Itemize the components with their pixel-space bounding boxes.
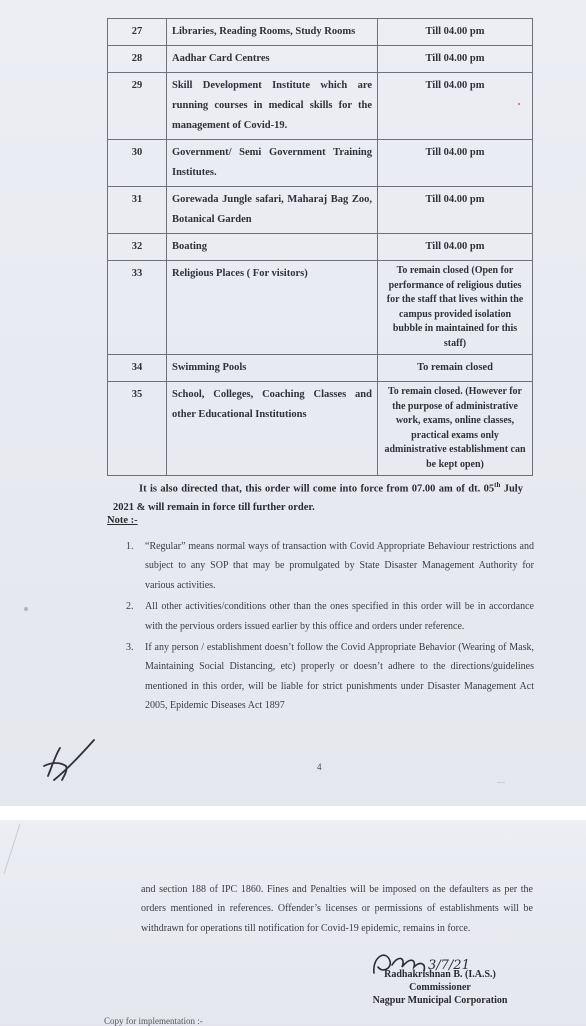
- row-number: 29: [108, 73, 167, 140]
- row-number: 27: [108, 19, 167, 46]
- table-row: [108, 382, 533, 476]
- row-timing: To remain closed. (However for the purpose of administrative work, exams, online classes, practical exams only administrative establishment can be kept open): [378, 382, 533, 476]
- page-number: 4: [317, 762, 322, 772]
- continuation-paragraph: and section 188 of IPC 1860. Fines and Penalties will be imposed on the defaulters as per the orders mentioned in references. Offender’s licenses or permissions of establishments will be withdrawn for operations till notification for Covid-19 epidemic, remains in force.: [141, 884, 533, 934]
- table-row: [108, 140, 533, 187]
- notes-list: [126, 537, 534, 716]
- note-item: 3. If any person / establishment doesn’t follow the Covid Appropriate Behavior (Wearing of Mask, Maintaining Social Distancing, etc) properly or doesn’t adhere to the directions/guidelines mentioned in this order, will be liable for strict punishments under Disaster Management Act 2005, Epidemic Diseases Act 1897: [126, 642, 534, 712]
- order-effective-paragraph: It is also directed that, this order will come into force from 07.00 am of dt. 05th July 2021 & will remain in force till further order.: [113, 481, 523, 513]
- row-number: 33: [108, 261, 167, 355]
- row-timing: Till 04.00 pm: [378, 140, 533, 187]
- row-number: 28: [108, 46, 167, 73]
- note-item: 1. “Regular” means normal ways of transaction with Covid Appropriate Behaviour restrictions and subject to any SOP that may be promulgated by State Disaster Management Authority for various activities.: [126, 541, 534, 591]
- table-row: [108, 355, 533, 382]
- date-superscript: th: [494, 481, 501, 489]
- document-page-5: [0, 820, 586, 1024]
- row-timing: Till 04.00 pm: [378, 19, 533, 46]
- row-activity: Swimming Pools: [167, 355, 378, 382]
- row-activity: Libraries, Reading Rooms, Study Rooms: [167, 19, 378, 46]
- row-timing: Till 04.00 pm: [378, 73, 533, 140]
- cut-off-line: Copy for implementation :-: [104, 1016, 203, 1026]
- row-number: 34: [108, 355, 167, 382]
- row-timing: Till 04.00 pm: [378, 234, 533, 261]
- activity-timing-table: [107, 18, 533, 476]
- row-timing: Till 04.00 pm: [378, 187, 533, 234]
- row-timing: Till 04.00 pm: [378, 46, 533, 73]
- table-row: [108, 19, 533, 46]
- row-activity: School, Colleges, Coaching Classes and other Educational Institutions: [167, 382, 378, 476]
- row-activity: Government/ Semi Government Training Institutes.: [167, 140, 378, 187]
- signatory-organization: Nagpur Municipal Corporation: [372, 995, 508, 1006]
- signatory-title: Commissioner: [409, 982, 471, 993]
- row-activity: Skill Development Institute which are running courses in medical skills for the management of Covid-19.: [167, 73, 378, 140]
- signatory-name: Radhakrishnan B. (I.A.S.): [384, 969, 496, 980]
- row-timing: To remain closed (Open for performance of religious duties for the staff that lives within the campus provided isolation bubble in maintained for this staff): [378, 261, 533, 355]
- initials-signature-mark: [38, 736, 102, 788]
- table-row: [108, 187, 533, 234]
- signature-block: [340, 968, 540, 1007]
- page-separator: [0, 806, 586, 820]
- row-activity: Boating: [167, 234, 378, 261]
- ink-spot: [518, 103, 520, 105]
- row-timing: To remain closed: [378, 355, 533, 382]
- corner-mark: ∼∼: [497, 781, 506, 786]
- row-number: 35: [108, 382, 167, 476]
- table-row: [108, 73, 533, 140]
- note-item: 2. All other activities/conditions other than the ones specified in this order will be in accordance with the pervious orders issued earlier by this office and orders under reference.: [126, 601, 534, 632]
- page-fold-corner: [0, 820, 40, 880]
- row-activity: Gorewada Jungle safari, Maharaj Bag Zoo, Botanical Garden: [167, 187, 378, 234]
- row-number: 31: [108, 187, 167, 234]
- signature-date: 3/7/21: [428, 958, 470, 973]
- punch-mark: [24, 607, 28, 611]
- note-heading: Note :-: [107, 515, 138, 526]
- row-number: 32: [108, 234, 167, 261]
- row-activity: Aadhar Card Centres: [167, 46, 378, 73]
- table-row: [108, 261, 533, 355]
- row-number: 30: [108, 140, 167, 187]
- row-activity: Religious Places ( For visitors): [167, 261, 378, 355]
- table-row: [108, 46, 533, 73]
- table-row: [108, 234, 533, 261]
